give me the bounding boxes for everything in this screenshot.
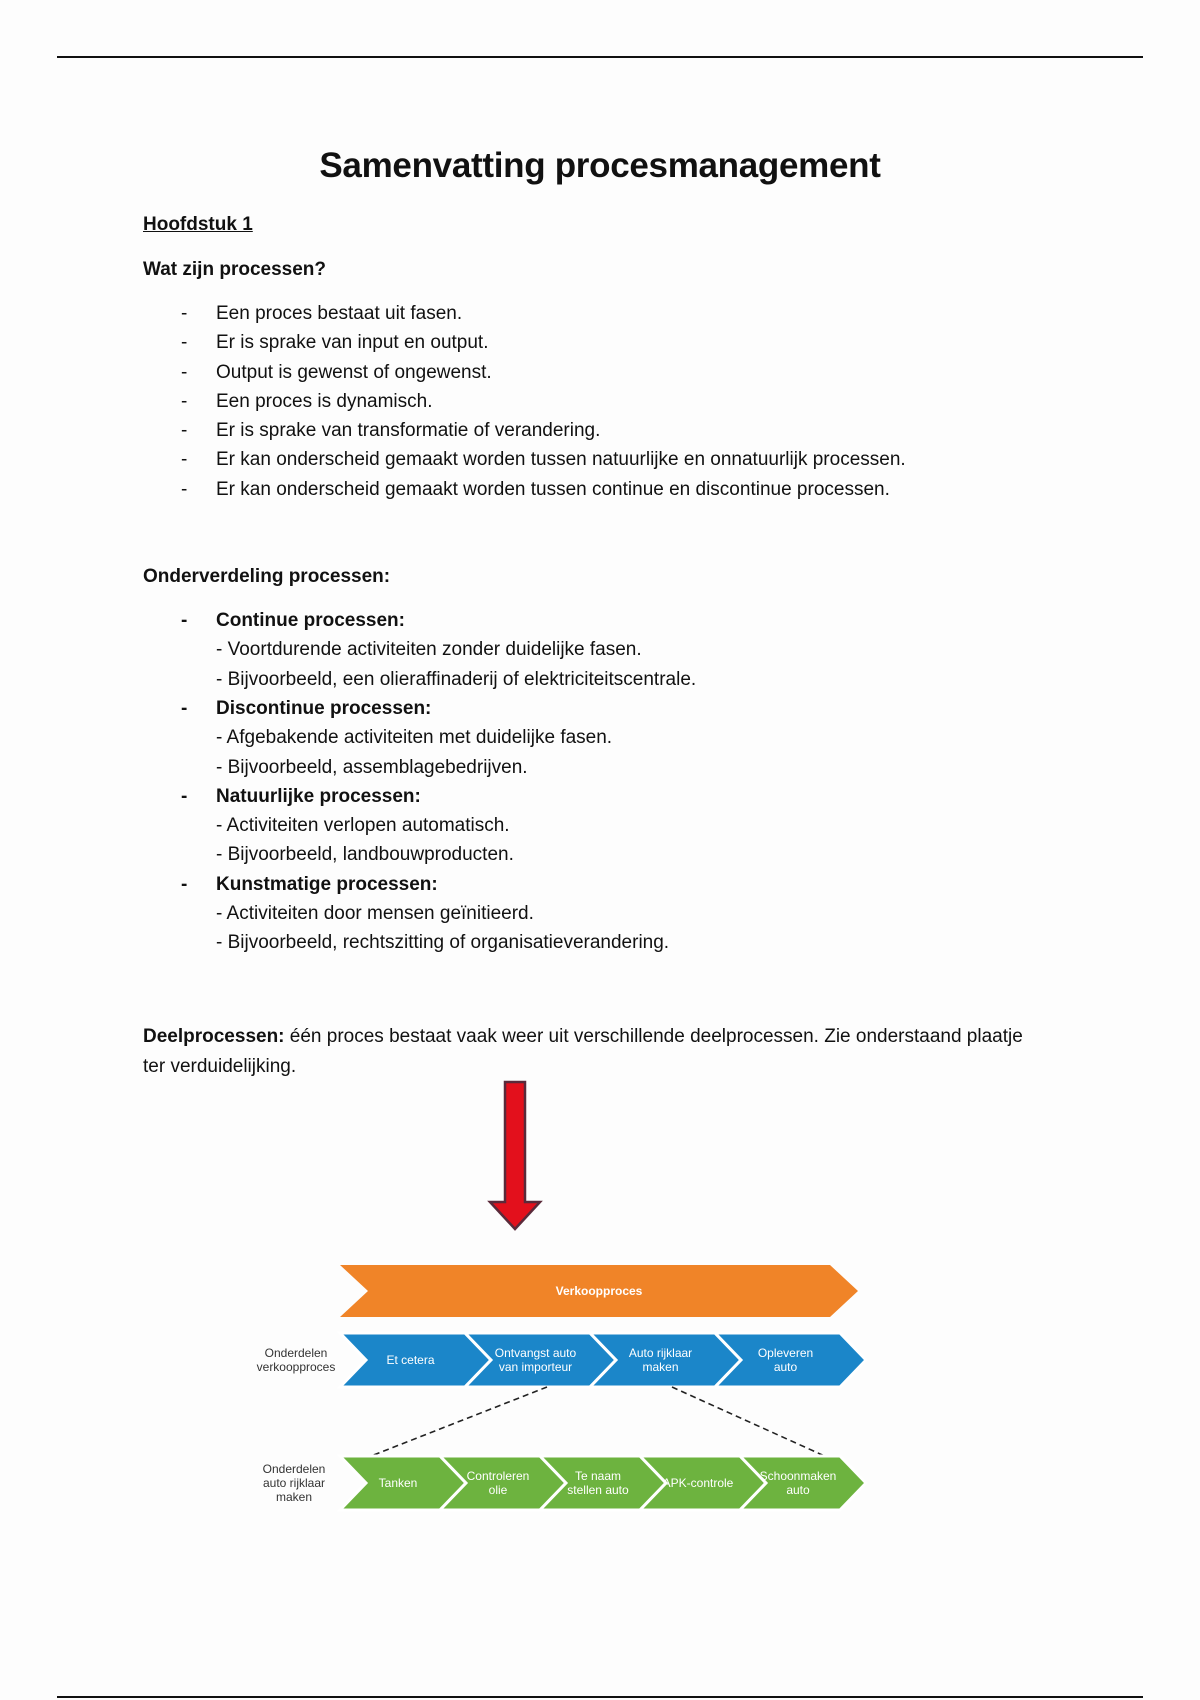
sales-step-label: Ontvangst auto van importeur (494, 1346, 577, 1375)
prep-step-label: Controleren olie (466, 1469, 530, 1498)
list-item: - Output is gewenst of ongewenst. (143, 358, 1043, 387)
subprocesses-label: Deelprocessen: (143, 1025, 285, 1047)
list-item: - Er is sprake van transformatie of verandering. (143, 416, 1043, 445)
top-rule (57, 56, 1143, 58)
process-type-title: Discontinue processen: (216, 697, 432, 719)
process-type-line: - Activiteiten door mensen geïnitieerd. (216, 903, 534, 925)
process-type-line: - Afgebakende activiteiten met duidelijke fasen. (216, 727, 613, 749)
prep-step-label: Te naam stellen auto (567, 1469, 629, 1498)
process-type-line: - Bijvoorbeeld, landbouwproducten. (216, 844, 514, 866)
main-process-label: Verkoopproces (555, 1284, 643, 1299)
sales-step-label: Opleveren auto (757, 1346, 814, 1375)
bottom-rule (57, 1696, 1143, 1698)
list-item: - Er kan onderscheid gemaakt worden tussen continue en discontinue processen. (143, 475, 1043, 504)
list-item: - Een proces bestaat uit fasen. (143, 299, 1043, 328)
process-type-continue (143, 606, 1043, 694)
row-label-sales-parts: Onderdelen verkoopproces (256, 1346, 336, 1375)
list-item: - Een proces is dynamisch. (143, 387, 1043, 416)
process-diagram (256, 1255, 876, 1515)
section-heading-subdivision: Onderverdeling processen: (143, 566, 391, 588)
process-type-title: Natuurlijke processen: (216, 785, 421, 807)
page-title: Samenvatting procesmanagement (319, 146, 881, 185)
prep-step-label: Tanken (378, 1476, 418, 1491)
process-type-line: - Bijvoorbeeld, een olieraffinaderij of elektriciteitscentrale. (216, 668, 697, 690)
dashed-connector-right (672, 1387, 829, 1458)
prep-step-label: APK-controle (662, 1476, 734, 1491)
process-type-artificial (143, 870, 1043, 958)
row-label-prep-parts: Onderdelen auto rijklaar maken (262, 1462, 326, 1505)
process-type-line: - Activiteiten verlopen automatisch. (216, 815, 510, 837)
process-type-natural (143, 782, 1043, 870)
process-types-list (143, 606, 1043, 958)
process-type-line: - Voortdurende activiteiten zonder duidelijke fasen. (216, 639, 642, 661)
chapter-heading: Hoofdstuk 1 (143, 214, 253, 235)
process-type-line: - Bijvoorbeeld, rechtszitting of organisatieverandering. (216, 932, 670, 954)
list-item: - Er is sprake van input en output. (143, 328, 1043, 357)
subprocesses-text: één proces bestaat vaak weer uit verschillende deelprocessen. Zie onderstaand plaatje ter verduidelijking. (143, 1025, 1023, 1077)
down-arrow-icon (487, 1080, 543, 1232)
process-type-title: Continue processen: (216, 610, 405, 632)
section-heading-what-are-processes: Wat zijn processen? (143, 259, 326, 280)
subprocesses-paragraph (143, 1022, 1043, 1082)
process-type-line: - Bijvoorbeeld, assemblagebedrijven. (216, 756, 528, 778)
process-characteristics-list (143, 299, 1043, 504)
prep-step-label: Schoonmaken auto (759, 1469, 837, 1498)
process-type-title: Kunstmatige processen: (216, 873, 438, 895)
list-item: - Er kan onderscheid gemaakt worden tussen natuurlijke en onnatuurlijk processen. (143, 445, 1043, 474)
sales-step-label: Auto rijklaar maken (628, 1346, 693, 1375)
document-body (143, 212, 1043, 1101)
sales-step-label: Et cetera (386, 1353, 435, 1368)
dashed-connector-left (366, 1387, 547, 1458)
process-type-discontinue (143, 694, 1043, 782)
